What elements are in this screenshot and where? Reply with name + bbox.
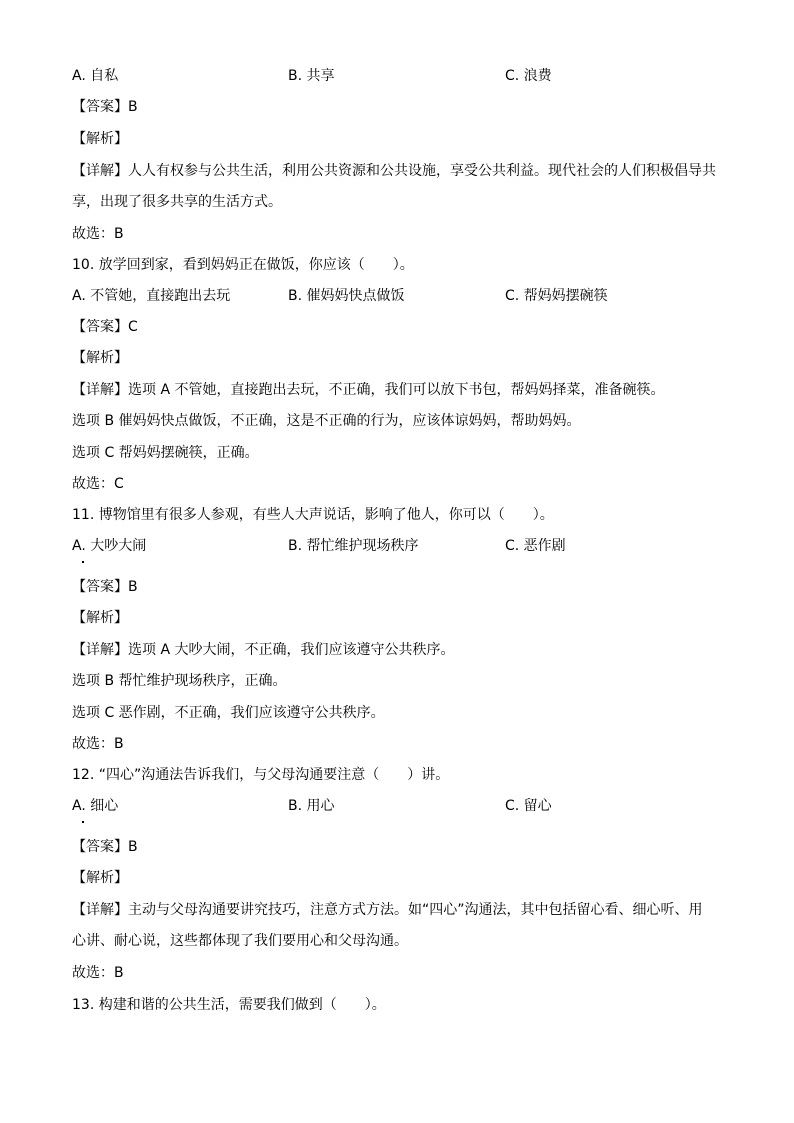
- q12-option-b: B. 用心: [288, 798, 335, 814]
- q9-detail-line-2: 享，出现了很多共享的生活方式。: [72, 194, 282, 210]
- answer-value: C: [128, 319, 138, 335]
- q10-choice: 故选：C: [72, 476, 124, 492]
- q10-detail-line-3: 选项 C 帮妈妈摆碗筷，正确。: [72, 445, 259, 461]
- answer-tag: 【答案】: [72, 579, 128, 595]
- detail-tag: 【详解】: [72, 382, 128, 398]
- q12-option-c: C. 留心: [505, 798, 552, 814]
- q9-option-a: A. 自私: [72, 68, 119, 84]
- q11-option-b: B. 帮忙维护现场秩序: [288, 538, 419, 554]
- q13-question: 13. 构建和谐的公共生活，需要我们做到（ ）。: [72, 997, 386, 1013]
- q11-detail-line-1: [72, 640, 454, 660]
- answer-value: B: [128, 99, 138, 115]
- q10-question: 10. 放学回到家，看到妈妈正在做饭，你应该（ ）。: [72, 257, 414, 273]
- q11-choice: 故选：B: [72, 736, 124, 752]
- detail-text: 选项 A 大吵大闹，不正确，我们应该遵守公共秩序。: [128, 642, 455, 658]
- q12-analysis-tag: 【解析】: [72, 870, 128, 886]
- q12-detail-line-2: 心讲、耐心说，这些都体现了我们要用心和父母沟通。: [72, 933, 408, 949]
- detail-text: 人人有权参与公共生活，利用公共资源和公共设施，享受公共利益。现代社会的人们积极倡导共: [128, 163, 716, 179]
- q10-detail-line-1: [72, 380, 664, 400]
- detail-text: 选项 A 不管她，直接跑出去玩，不正确，我们可以放下书包，帮妈妈择菜，准备碗筷。: [128, 382, 665, 398]
- answer-value: B: [128, 579, 138, 595]
- q10-answer: [72, 317, 138, 337]
- detail-tag: 【详解】: [72, 902, 128, 918]
- answer-tag: 【答案】: [72, 99, 128, 115]
- q9-choice: 故选：B: [72, 226, 124, 242]
- q11-answer: [72, 577, 138, 597]
- q9-option-c: C. 浪费: [505, 68, 552, 84]
- q12-choice: 故选：B: [72, 965, 124, 981]
- q12-question: 12. “四心”沟通法告诉我们，与父母沟通要注意（ ）讲。: [72, 767, 450, 783]
- q11-detail-line-3: 选项 C 恶作剧，不正确，我们应该遵守公共秩序。: [72, 705, 385, 721]
- stray-dot-mark: [82, 821, 84, 823]
- q9-detail-line-1: [72, 161, 716, 181]
- q11-option-a: A. 大吵大闹: [72, 538, 147, 554]
- q10-option-a: A. 不管她，直接跑出去玩: [72, 288, 231, 304]
- q10-analysis-tag: 【解析】: [72, 350, 128, 366]
- q10-option-c: C. 帮妈妈摆碗筷: [505, 288, 608, 304]
- q9-answer: [72, 97, 138, 117]
- answer-tag: 【答案】: [72, 839, 128, 855]
- q11-option-c: C. 恶作剧: [505, 538, 566, 554]
- answer-tag: 【答案】: [72, 319, 128, 335]
- q12-answer: [72, 837, 138, 857]
- q11-question: 11. 博物馆里有很多人参观，有些人大声说话，影响了他人，你可以（ ）。: [72, 507, 554, 523]
- q11-detail-line-2: 选项 B 帮忙维护现场秩序，正确。: [72, 673, 287, 689]
- detail-tag: 【详解】: [72, 642, 128, 658]
- stray-dot-mark: [82, 561, 84, 563]
- q9-analysis-tag: 【解析】: [72, 131, 128, 147]
- q9-option-b: B. 共享: [288, 68, 335, 84]
- answer-value: B: [128, 839, 138, 855]
- detail-text: 主动与父母沟通要讲究技巧，注意方式方法。如“四心”沟通法，其中包括留心看、细心听、用: [128, 902, 703, 918]
- q10-detail-line-2: 选项 B 催妈妈快点做饭，不正确，这是不正确的行为，应该体谅妈妈，帮助妈妈。: [72, 413, 581, 429]
- q11-analysis-tag: 【解析】: [72, 610, 128, 626]
- q12-detail-line-1: [72, 900, 703, 920]
- q10-option-b: B. 催妈妈快点做饭: [288, 288, 405, 304]
- detail-tag: 【详解】: [72, 163, 128, 179]
- q12-option-a: A. 细心: [72, 798, 119, 814]
